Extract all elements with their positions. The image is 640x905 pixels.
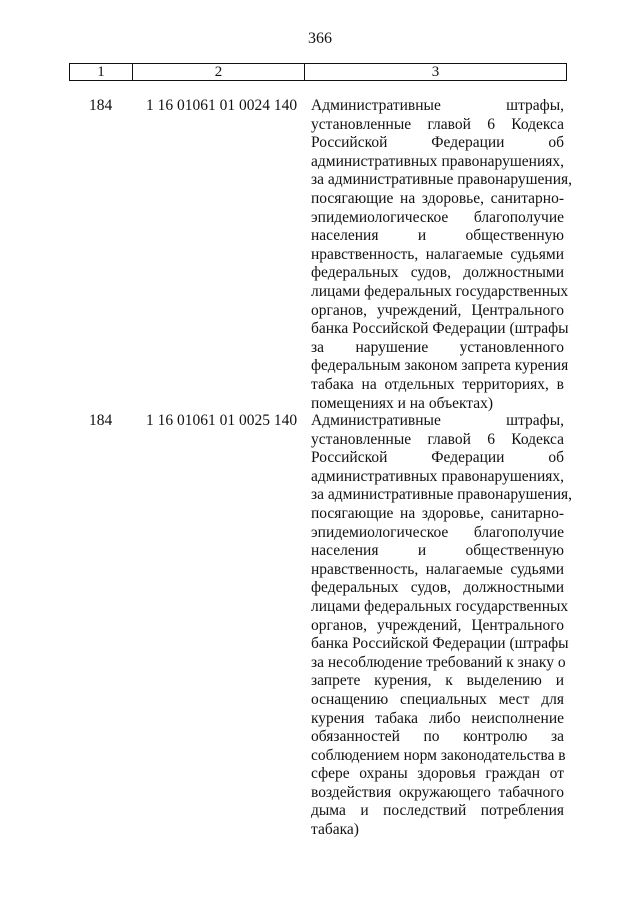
description-line: за нарушение установленного	[311, 338, 564, 356]
description-line: воздействия окружающего табачного	[311, 783, 564, 801]
description-line: нравственность, налагаемые судьями	[311, 245, 564, 263]
description-line: федеральных судов, должностными	[311, 264, 564, 282]
description-line: Административные штрафы,	[311, 412, 564, 429]
budget-code: 1 16 01061 01 0024 140	[146, 97, 298, 114]
description-line: органов, учреждений, Центрального	[311, 616, 564, 634]
description-line: запрете курения, к выделению и	[311, 672, 564, 690]
description-line: эпидемиологическое благополучие	[311, 208, 564, 226]
row-number: 184	[89, 97, 113, 114]
column-header-3: 3	[431, 64, 440, 80]
description-line: банка Российской Федерации (штрафы	[311, 635, 569, 653]
description-line: табака)	[311, 821, 359, 839]
description-line: эпидемиологическое благополучие	[311, 523, 564, 541]
column-header-2: 2	[133, 64, 305, 80]
description-line: Административные штрафы,	[311, 97, 564, 114]
page-number: 366	[308, 30, 332, 47]
description-line: лицами федеральных государственных	[311, 597, 569, 615]
description-line: помещениях и на объектах)	[311, 394, 494, 412]
description-line: обязанностей по контролю за	[311, 728, 564, 746]
description-line: оснащению специальных мест для	[311, 690, 564, 708]
description-line: населения и общественную	[311, 227, 564, 245]
description-line: табака на отдельных территориях, в	[311, 375, 564, 393]
column-header-table	[69, 63, 567, 81]
description-line: федеральных судов, должностными	[311, 579, 564, 597]
description-line: за административные правонарушения,	[311, 486, 573, 504]
description-line: курения табака либо неисполнение	[311, 709, 564, 727]
description-line: федеральным законом запрета курения	[311, 357, 569, 375]
description-line: установленные главой 6 Кодекса	[311, 115, 564, 133]
column-header-1: 1	[70, 64, 133, 80]
row-description	[311, 412, 573, 840]
description-line: населения и общественную	[311, 542, 564, 560]
description-line: дыма и последствий потребления	[311, 802, 564, 820]
budget-code: 1 16 01061 01 0025 140	[146, 412, 298, 429]
description-line: за административные правонарушения,	[311, 171, 573, 189]
description-line: Российской Федерации об	[311, 134, 564, 152]
description-line: банка Российской Федерации (штрафы	[311, 320, 569, 338]
description-line: посягающие на здоровье, санитарно-	[311, 189, 564, 207]
description-line: административных правонарушениях,	[311, 152, 564, 170]
description-line: нравственность, налагаемые судьями	[311, 560, 564, 578]
description-line: административных правонарушениях,	[311, 467, 564, 485]
description-line: за несоблюдение требований к знаку о	[311, 653, 566, 671]
description-line: лицами федеральных государственных	[311, 282, 569, 300]
description-line: Российской Федерации об	[311, 449, 564, 467]
description-line: органов, учреждений, Центрального	[311, 301, 564, 319]
description-line: сфере охраны здоровья граждан от	[311, 765, 564, 783]
row-description	[311, 97, 573, 413]
description-line: соблюдением норм законодательства в	[311, 746, 566, 764]
description-line: посягающие на здоровье, санитарно-	[311, 504, 564, 522]
row-number: 184	[89, 412, 113, 429]
description-line: установленные главой 6 Кодекса	[311, 430, 564, 448]
